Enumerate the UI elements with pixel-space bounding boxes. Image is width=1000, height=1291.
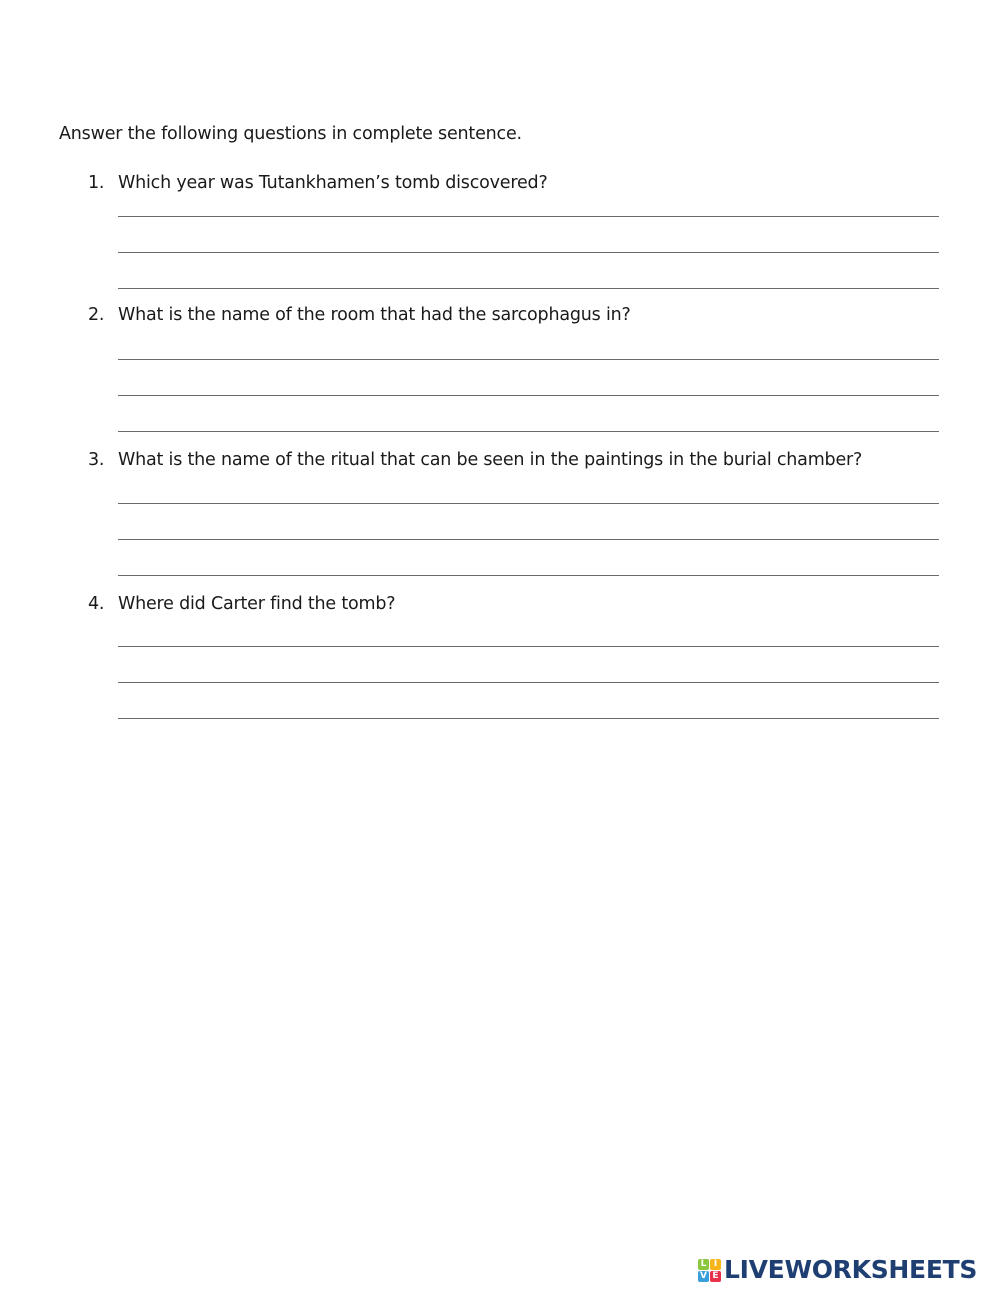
answer-line-3b[interactable] <box>118 539 939 540</box>
question-text: What is the name of the room that had the sarcophagus in? <box>118 305 631 325</box>
logo-tile-v: V <box>698 1271 709 1282</box>
answer-line-1a[interactable] <box>118 216 939 217</box>
question-text: What is the name of the ritual that can be seen in the paintings in the burial chamber? <box>118 450 863 470</box>
question-4 <box>88 594 395 614</box>
logo-tile-e: E <box>710 1271 721 1282</box>
question-2 <box>88 305 631 325</box>
logo-tile-l: L <box>698 1259 709 1270</box>
liveworksheets-logo <box>698 1256 977 1284</box>
answer-line-4c[interactable] <box>118 718 939 719</box>
answer-line-2a[interactable] <box>118 359 939 360</box>
question-number: 2. <box>88 305 105 325</box>
answer-line-4a[interactable] <box>118 646 939 647</box>
question-3 <box>88 450 862 470</box>
question-number: 3. <box>88 450 105 470</box>
answer-line-4b[interactable] <box>118 682 939 683</box>
question-number: 4. <box>88 594 105 614</box>
answer-line-3a[interactable] <box>118 503 939 504</box>
question-number: 1. <box>88 173 105 193</box>
logo-tiles-icon <box>698 1259 721 1282</box>
question-1 <box>88 173 548 193</box>
logo-tile-i: I <box>710 1259 721 1270</box>
answer-line-1c[interactable] <box>118 288 939 289</box>
answer-line-1b[interactable] <box>118 252 939 253</box>
question-text: Which year was Tutankhamen’s tomb discovered? <box>118 173 548 193</box>
question-text: Where did Carter find the tomb? <box>118 594 396 614</box>
answer-line-3c[interactable] <box>118 575 939 576</box>
answer-line-2b[interactable] <box>118 395 939 396</box>
logo-text: LIVEWORKSHEETS <box>724 1255 978 1284</box>
answer-line-2c[interactable] <box>118 431 939 432</box>
instruction-text: Answer the following questions in complete sentence. <box>59 124 522 144</box>
